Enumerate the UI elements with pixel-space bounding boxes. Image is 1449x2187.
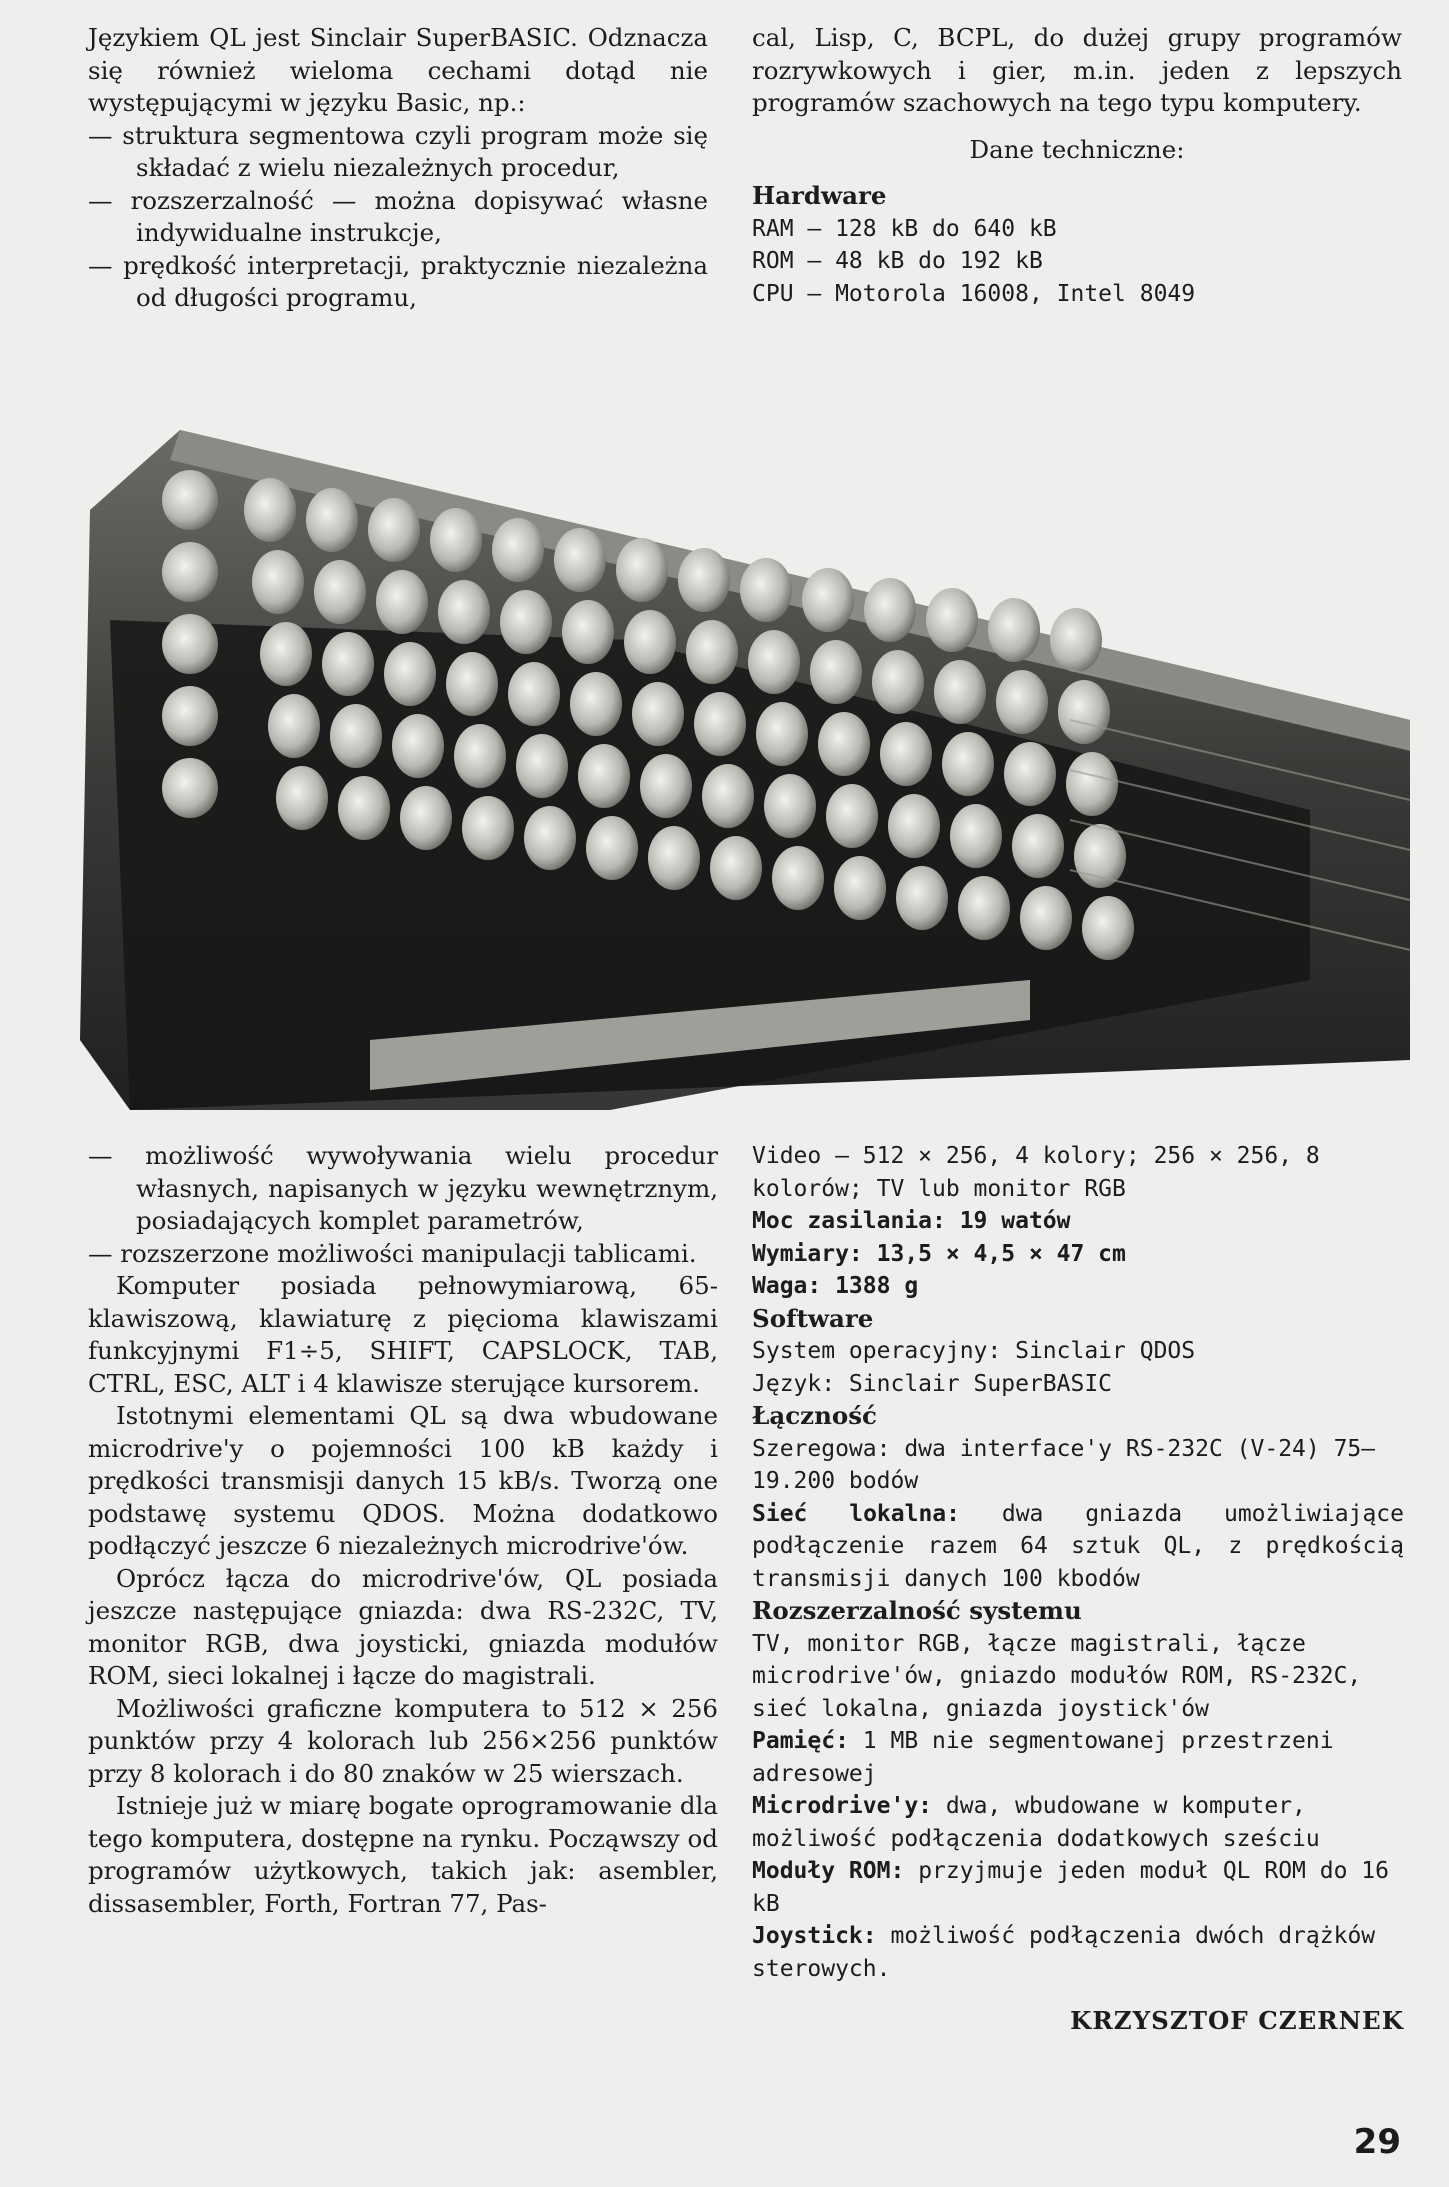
left-column-bottom	[88, 1140, 718, 1920]
keyboard-key	[1050, 608, 1102, 672]
keyboard-key	[586, 816, 638, 880]
function-key	[162, 614, 218, 674]
paragraph-software-continued: cal, Lisp, C, BCPL, do dużej grupy programów rozrywkowych i gier, m.in. jeden z lepszych programów szachowych na tego typu komputery.	[752, 23, 1402, 117]
spec-serial: Szeregowa: dwa interface'y RS-232C (V-24) 75—19.200 bodów	[752, 1435, 1376, 1494]
keyboard-key	[694, 692, 746, 756]
feature-arrays: — rozszerzone możliwości manipulacji tablicami.	[88, 1238, 697, 1268]
paragraph-microdrives: Istotnymi elementami QL są dwa wbudowane microdrive'y o pojemności 100 kB każdy i prędkości transmisji danych 15 kB/s. Tworzą one podstawę systemu QDOS. Można dodatkowo podłączyć jeszcze 6 niezależnych microdrive'ów.	[88, 1401, 718, 1560]
hardware-label: Hardware	[752, 181, 887, 210]
joystick-value: możliwość podłączenia dwóch drążków sterowych.	[752, 1923, 1376, 1982]
keyboard-key	[880, 722, 932, 786]
joystick-label: Joystick:	[752, 1923, 877, 1949]
paragraph-ports: Oprócz łącza do microdrive'ów, QL posiada jeszcze następujące gniazda: dwa RS-232C, TV, monitor RGB, dwa joysticki, gniazda modułów ROM, sieci lokalnej i łącze do magistrali.	[88, 1563, 718, 1690]
spec-cpu: CPU — Motorola 16008, Intel 8049	[752, 280, 1196, 307]
feature-extensibility: — rozszerzalność — można dopisywać własne indywidualne instrukcje,	[88, 185, 708, 247]
keyboard-key	[1012, 814, 1064, 878]
keyboard-key	[756, 702, 808, 766]
memory-label: Pamięć:	[752, 1728, 849, 1754]
keyboard-key	[276, 766, 328, 830]
software-label: Software	[752, 1303, 874, 1333]
spec-rom: ROM — 48 kB do 192 kB	[752, 248, 1043, 274]
function-key	[162, 470, 218, 530]
keyboard-key	[686, 620, 738, 684]
keyboard-key	[578, 744, 630, 808]
keyboard-key	[632, 682, 684, 746]
spec-video: Video — 512 × 256, 4 kolory; 256 × 256, 8 kolorów; TV lub monitor RGB	[752, 1143, 1320, 1202]
spec-joystick	[752, 1920, 1404, 1985]
keyboard-key	[330, 704, 382, 768]
keyboard-key	[306, 488, 358, 552]
network-value: dwa gniazda umożliwiające podłączenie razem 64 sztuk QL, z prędkością transmisji danych 100 kbodów	[752, 1500, 1404, 1592]
author-name: KRZYSZTOF CZERNEK	[1070, 2006, 1404, 2035]
keyboard-key	[864, 578, 916, 642]
keyboard-key	[500, 590, 552, 654]
keyboard-key	[702, 764, 754, 828]
keyboard-key	[888, 794, 940, 858]
function-key	[162, 542, 218, 602]
spec-memory	[752, 1725, 1404, 1790]
keyboard-key	[462, 796, 514, 860]
keyboard-key	[772, 846, 824, 910]
keyboard-key	[430, 508, 482, 572]
keyboard-key	[958, 876, 1010, 940]
keyboard-key	[338, 776, 390, 840]
spec-weight: Waga: 1388 g	[752, 1273, 919, 1299]
keyboard-key	[562, 600, 614, 664]
keyboard-key	[834, 856, 886, 920]
keyboard-key	[996, 670, 1048, 734]
spec-language: Język: Sinclair SuperBASIC	[752, 1370, 1113, 1397]
keyboard-key	[252, 550, 304, 614]
paragraph-superbasic: Językiem QL jest Sinclair SuperBASIC. Odznacza się również wieloma cechami dotąd nie występującymi w języku Basic, np.:	[88, 23, 708, 117]
spec-network	[752, 1498, 1404, 1596]
keyboard-key	[942, 732, 994, 796]
keyboard-key	[926, 588, 978, 652]
keyboard-key	[244, 478, 296, 542]
keyboard-key	[872, 650, 924, 714]
spec-ram: RAM — 128 kB do 640 kB	[752, 215, 1057, 242]
keyboard-key	[368, 498, 420, 562]
keyboard-key	[392, 714, 444, 778]
spec-power: Moc zasilania: 19 watów	[752, 1208, 1071, 1234]
keyboard-key	[554, 528, 606, 592]
keyboard-key	[516, 734, 568, 798]
rom-modules-label: Moduły ROM:	[752, 1858, 905, 1884]
keyboard-key	[740, 558, 792, 622]
microdrives-label: Microdrive'y:	[752, 1793, 933, 1819]
keyboard-key	[748, 630, 800, 694]
keyboard-key	[400, 786, 452, 850]
right-column-top	[752, 22, 1402, 310]
microdrives-value: dwa, wbudowane w komputer, możliwość podłączenia dodatkowych sześciu	[752, 1793, 1320, 1852]
keyboard-key	[764, 774, 816, 838]
paragraph-graphics: Możliwości graficzne komputera to 512 × 256 punktów przy 4 kolorach lub 256×256 punktów przy 8 kolorach i do 80 znaków w 25 wierszach.	[88, 1693, 718, 1788]
keyboard-key	[648, 826, 700, 890]
keyboard-key	[934, 660, 986, 724]
keyboard-key	[818, 712, 870, 776]
keyboard-key	[446, 652, 498, 716]
keyboard-key	[438, 580, 490, 644]
spec-microdrives	[752, 1790, 1404, 1855]
page-number: 29	[1353, 2122, 1401, 2162]
keyboard-key	[508, 662, 560, 726]
keyboard-key	[640, 754, 692, 818]
function-key	[162, 686, 218, 746]
keyboard-key	[322, 632, 374, 696]
keyboard-key	[570, 672, 622, 736]
keyboard-key	[1004, 742, 1056, 806]
spec-dimensions: Wymiary: 13,5 × 4,5 × 47 cm	[752, 1240, 1126, 1267]
left-column-top	[88, 22, 708, 315]
keyboard-key	[950, 804, 1002, 868]
keyboard-key	[492, 518, 544, 582]
keyboard-key	[616, 538, 668, 602]
sinclair-ql-photo	[70, 420, 1430, 1120]
keyboard-key	[384, 642, 436, 706]
feature-segment-structure: — struktura segmentowa czyli program może się składać z wielu niezależnych procedur,	[88, 120, 708, 182]
expansion-label: Rozszerzalność systemu	[752, 1596, 1082, 1625]
keyboard-key	[1074, 824, 1126, 888]
memory-value: 1 MB nie segmentowanej przestrzeni adresowej	[752, 1728, 1334, 1787]
right-column-bottom	[752, 1140, 1404, 2038]
feature-interpretation-speed: — prędkość interpretacji, praktycznie niezależna od długości programu,	[88, 250, 708, 312]
keyboard-key	[524, 806, 576, 870]
keyboard-key	[1058, 680, 1110, 744]
spec-rom-modules	[752, 1855, 1404, 1920]
paragraph-keyboard: Komputer posiada pełnowymiarową, 65-klawiszową, klawiaturę z pięcioma klawiszami funkcyjnymi F1÷5, SHIFT, CAPSLOCK, TAB, CTRL, ESC, ALT i 4 klawisze sterujące kursorem.	[88, 1271, 718, 1398]
tech-data-heading: Dane techniczne:	[969, 134, 1185, 164]
keyboard-key	[268, 694, 320, 758]
keyboard-key	[710, 836, 762, 900]
keyboard-key	[260, 622, 312, 686]
keyboard-key	[988, 598, 1040, 662]
keyboard-key	[826, 784, 878, 848]
keyboard-key	[802, 568, 854, 632]
keyboard-key	[454, 724, 506, 788]
keyboard-key	[1066, 752, 1118, 816]
keyboard-key	[624, 610, 676, 674]
keyboard-key	[810, 640, 862, 704]
rom-modules-value: przyjmuje jeden moduł QL ROM do 16 kB	[752, 1858, 1389, 1917]
keyboard-key	[314, 560, 366, 624]
keyboard-key	[678, 548, 730, 612]
feature-procedures: — możliwość wywoływania wielu procedur własnych, napisanych w języku wewnętrznym, posiadających komplet parametrów,	[88, 1141, 718, 1235]
spec-os: System operacyjny: Sinclair QDOS	[752, 1338, 1196, 1364]
spec-expansion: TV, monitor RGB, łącze magistrali, łącze microdrive'ów, gniazdo modułów ROM, RS-232C, sieć lokalna, gniazda joystick'ów	[752, 1630, 1362, 1722]
connectivity-label: Łączność	[752, 1401, 877, 1430]
keyboard-key	[1020, 886, 1072, 950]
network-label: Sieć lokalna:	[752, 1500, 960, 1527]
paragraph-software: Istnieje już w miarę bogate oprogramowanie dla tego komputera, dostępne na rynku. Począwszy od programów użytkowych, takich jak: asembler, dissasembler, Forth, Fortran 77, Pas-	[88, 1791, 718, 1918]
keyboard-key	[1082, 896, 1134, 960]
keyboard-key	[376, 570, 428, 634]
keyboard-key	[896, 866, 948, 930]
function-key	[162, 758, 218, 818]
